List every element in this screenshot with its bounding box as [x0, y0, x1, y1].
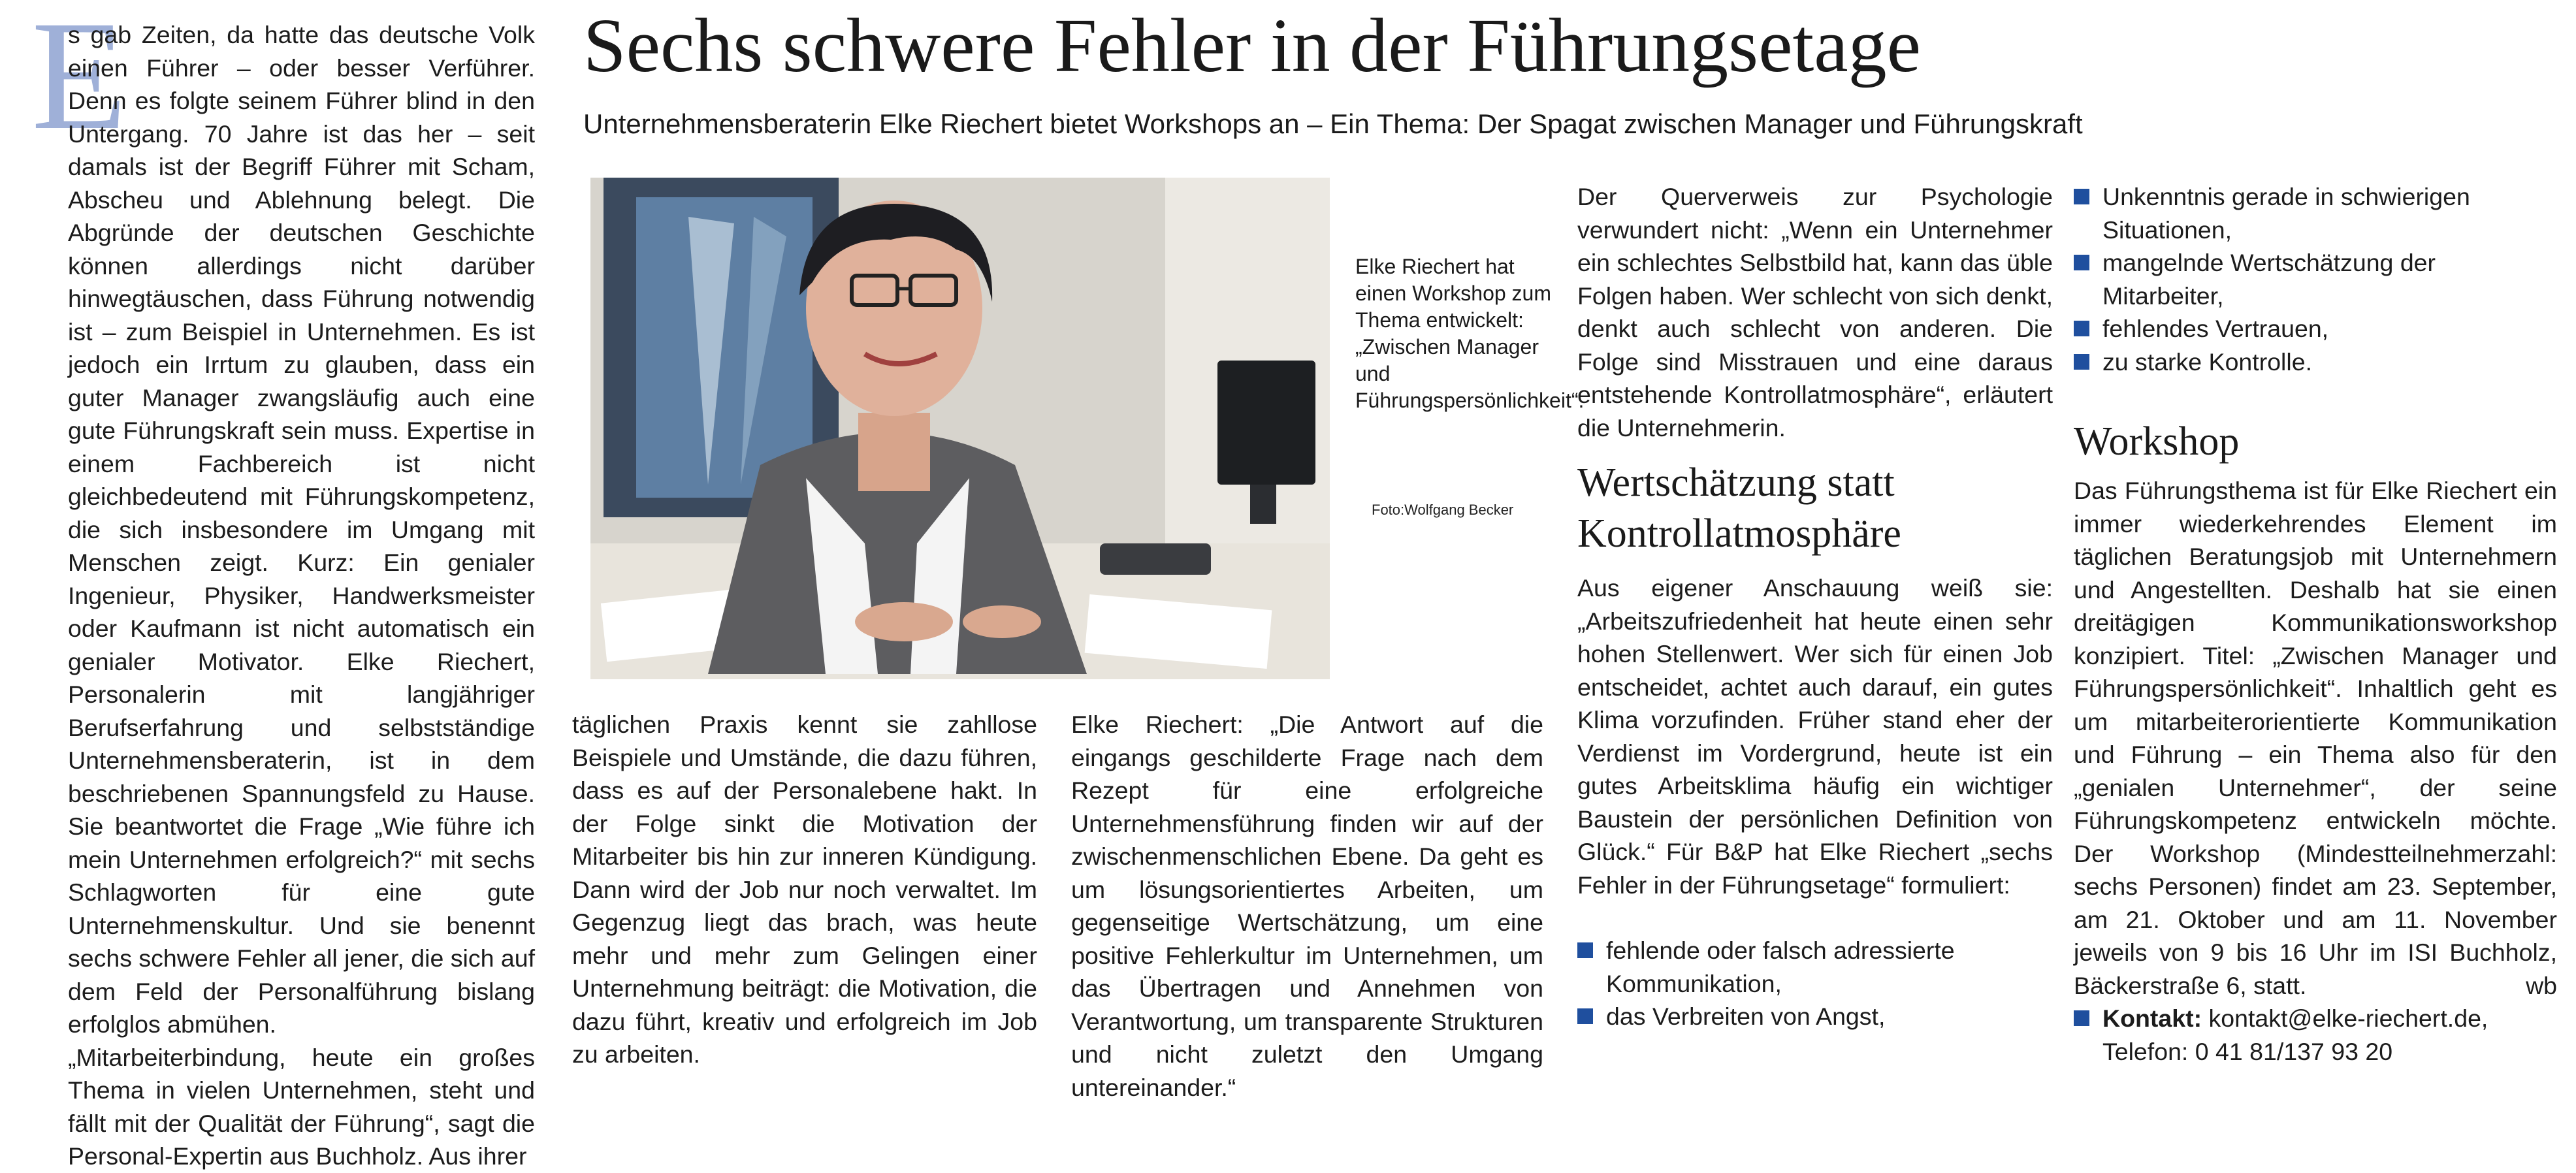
subhead-wertschaetzung: Wertschätzung statt Kontrollatmosphäre	[1577, 460, 1901, 556]
workshop-text: Das Führungsthema ist für Elke Riechert ein immer wiederkehrendes Element im täglichen Beratungsjob mit Unternehmern und Angestellten. Deshalb hat sie einen dreitägigen Kommunikationsworkshop konzipiert. Titel: „Zwischen Manager und Führungspersönlichkeit“. Inhaltlich geht es um mitarbeiterorientierte Kommunikation und Führung – ein Thema also für den „genialen Unternehmer“, der seine Führungskompetenz entwickeln möchte. Der Workshop (Mindestteilnehmerzahl: sechs Personen) findet am 23. September, am 21. Oktober und am 11. November jeweils von 9 bis 16 Uhr im ISI Buchholz, Bäckerstraße 6, statt.	[2074, 477, 2557, 999]
column-5	[2074, 474, 2557, 1068]
body-paragraph: Aus eigener Anschauung weiß sie: „Arbeitszufriedenheit hat heute einen sehr hohen Stellenwert. Wer sich für einen Job entscheidet, achtet auch darauf, ein gutes Klima vorzufinden. Früher stand eher der Verdienst im Vordergrund, heute ist ein gutes Arbeitsklima häufig ein wichtiger Baustein der persönlichen Definition von Glück.“ Für B&P hat Elke Riechert „sechs Fehler in der Führungsetage“ formuliert:	[1577, 574, 2053, 899]
column-2	[572, 708, 1037, 1071]
contact-label: Kontakt:	[2102, 1004, 2202, 1032]
list-item-text: zu starke Kontrolle.	[2102, 347, 2312, 376]
body-paragraph: täglichen Praxis kennt sie zahllose Beispiele und Umstände, die dazu führen, dass es auf der Personalebene hakt. In der Folge sinkt die Motivation der Mitarbeiter bis hin zur inneren Kündigung. Dann wird der Job nur noch verwaltet. Im Gegenzug liegt das brach, was heute mehr und mehr zum Gelingen einer Unternehmung beiträgt: die Motivation, die dazu führt, kreativ und erfolgreich im Job zu arbeiten.	[572, 711, 1037, 1068]
contact-phone: Telefon: 0 41 81/137 93 20	[2102, 1037, 2393, 1065]
list-item	[1577, 1000, 2053, 1033]
bullet-icon	[1577, 942, 1593, 958]
column-1	[68, 18, 535, 1173]
list-item-text: Unkenntnis gerade in schwierigen Situationen,	[2102, 183, 2470, 244]
bullet-icon	[2074, 321, 2089, 336]
list-item-text: fehlendes Vertrauen,	[2102, 315, 2329, 342]
list-item-text: mangelnde Wertschätzung der Mitarbeiter,	[2102, 249, 2436, 310]
bullet-icon	[2074, 354, 2089, 370]
error-list-col4	[1577, 934, 2053, 1033]
article-photo	[590, 178, 1330, 679]
list-item	[1577, 934, 2053, 1000]
photo-caption: Elke Riechert hat einen Workshop zum Thema entwickelt: „Zwischen Manager und Führungspersönlichkeit“.	[1355, 255, 1585, 412]
bullet-icon	[2074, 189, 2089, 204]
body-paragraph: „Mitarbeiterbindung, heute ein großes Thema in vielen Unternehmen, steht und fällt mit der Qualität der Führung“, sagt die Personal-Expertin aus Buchholz. Aus ihrer	[68, 1043, 535, 1170]
column-3	[1071, 708, 1543, 1104]
bullet-icon	[2074, 255, 2089, 270]
list-item	[2074, 345, 2557, 379]
column-4-continued	[1577, 571, 2053, 901]
body-paragraph: s gab Zeiten, da hatte das deutsche Volk einen Führer – oder besser Verführer. Denn es folgte seinem Führer blind in den Untergang. 70 Jahre ist das her – seit damals ist der Begriff Führer mit Scham, Abscheu und Ablehnung belegt. Die Abgründe der deutschen Geschichte können allerdings nicht darüber hinwegtäuschen, dass Führung notwendig ist – zum Beispiel in Unternehmen. Es ist jedoch ein Irrtum zu glauben, dass ein guter Manager zwangsläufig auch eine gute Führungskraft sein muss. Expertise in einem Fachbereich ist nicht gleichbedeutend mit Führungskompetenz, die sich insbesondere im Umgang mit Menschen zeigt. Kurz: Ein genialer Ingenieur, Physiker, Handwerksmeister oder Kaufmann ist nicht automatisch ein genialer Motivator. Elke Riechert, Personalerin mit langjähriger Berufserfahrung und selbstständige Unternehmensberaterin, ist in dem beschriebenen Spannungsfeld zu Hause. Sie beantwortet die Frage „Wie führe ich mein Unternehmen erfolgreich?“ mit sechs Schlagworten für eine gute Unternehmenskultur. Und sie benennt sechs schwere Fehler all jener, die sich auf dem Feld der Personalführung bislang erfolglos abmühen.	[68, 21, 535, 1038]
list-item-text: fehlende oder falsch adressierte Kommunikation,	[1606, 937, 1955, 997]
bullet-icon	[1577, 1008, 1593, 1024]
author-initials: wb	[2526, 971, 2557, 999]
body-paragraph: Elke Riechert: „Die Antwort auf die eingangs geschilderte Frage nach dem Rezept für eine erfolgreiche Unternehmensführung finden wir auf der zwischenmenschlichen Ebene. Da geht es um lösungsorientiertes Arbeiten, um gegenseitige Wertschätzung, um eine positive Fehlerkultur im Unternehmen, um das Übertragen und Annehmen von Verantwortung, um transparente Strukturen und nicht zuletzt den Umgang untereinander.“	[1071, 711, 1543, 1101]
body-paragraph: Der Querverweis zur Psychologie verwundert nicht: „Wenn ein Unternehmer ein schlechtes Selbstbild hat, kann das üble Folgen haben. Wer schlecht von sich denkt, denkt auch schlecht von anderen. Die Folge sind Misstrauen und eine daraus entstehende Kontrollatmosphäre“, erläutert die Unternehmerin.	[1577, 183, 2053, 442]
bullet-icon	[2074, 1010, 2089, 1026]
dropcap: E	[31, 0, 127, 162]
list-item	[2074, 246, 2557, 312]
list-item-text: das Verbreiten von Angst,	[1606, 1003, 1886, 1030]
subheadline: Unternehmensberaterin Elke Riechert bietet Workshops an – Ein Thema: Der Spagat zwischen Manager und Führungskraft	[583, 108, 2083, 139]
contact-block	[2074, 1002, 2557, 1068]
list-item	[2074, 180, 2557, 246]
column-4	[1577, 180, 2053, 444]
photo-credit: Foto:Wolfgang Becker	[1372, 502, 1514, 518]
contact-email[interactable]: kontakt@elke-riechert.de,	[2208, 1004, 2488, 1032]
subhead-workshop: Workshop	[2074, 419, 2240, 464]
body-paragraph	[2074, 474, 2557, 1002]
list-item	[2074, 312, 2557, 345]
headline: Sechs schwere Fehler in der Führungsetage	[583, 3, 1922, 88]
error-list-col5	[2074, 180, 2557, 378]
